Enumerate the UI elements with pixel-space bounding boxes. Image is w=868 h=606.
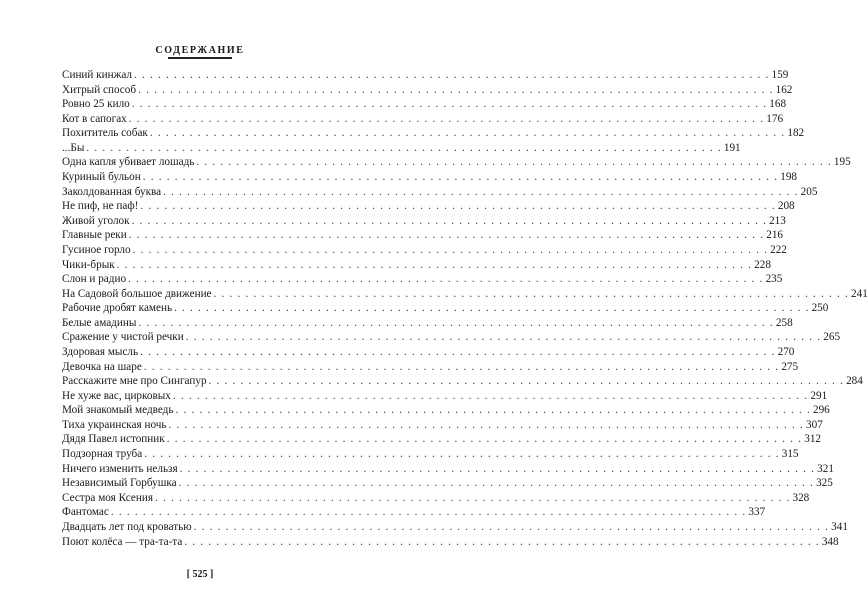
dot-leader: . . . . . . . . . . . . . . . . . . . . . . . . . . . . . . . . . . . . . . . . . . . . . . . . . . . . . . . . . . . . . . . . . . . . . . . . . . . . . . . .	[196, 156, 832, 169]
toc-entry-title: Хитрый способ	[62, 83, 137, 96]
dot-leader: . . . . . . . . . . . . . . . . . . . . . . . . . . . . . . . . . . . . . . . . . . . . . . . . . . . . . . . . . . . . . . . . . . . . . . . . . . . . . . . .	[134, 69, 770, 81]
toc-entry-page: 168	[769, 98, 787, 111]
dot-leader: . . . . . . . . . . . . . . . . . . . . . . . . . . . . . . . . . . . . . . . . . . . . . . . . . . . . . . . . . . . . . . . . . . . . . . . . . . . . . . . .	[193, 520, 830, 533]
toc-entry-page: 195	[833, 156, 851, 169]
toc-entry-page: 275	[781, 360, 799, 373]
toc-entry-title: Кот в сапогах	[62, 112, 127, 125]
toc-entry-page: 222	[770, 243, 787, 256]
dot-leader: . . . . . . . . . . . . . . . . . . . . . . . . . . . . . . . . . . . . . . . . . . . . . . . . . . . . . . . . . . . . . . . . . . . . . . . . . . . . . . . .	[128, 112, 765, 125]
table-of-contents	[62, 68, 868, 549]
toc-entry-title: Здоровая мысль	[62, 345, 139, 358]
toc-entry-title: Чики-брык	[62, 258, 115, 271]
toc-entry-page: 191	[723, 141, 741, 154]
toc-entry-title: Заколдованная буква	[62, 185, 162, 198]
toc-entry	[62, 418, 823, 433]
toc-entry	[62, 301, 829, 316]
toc-entry-title: Белые амадины	[62, 316, 137, 329]
toc-entry-page: 348	[821, 535, 839, 548]
dot-leader: . . . . . . . . . . . . . . . . . . . . . . . . . . . . . . . . . . . . . . . . . . . . . . . . . . . . . . . . . . . . . . . . . . . . . . . . . . . . . . . .	[168, 418, 804, 431]
toc-entry	[62, 447, 799, 462]
toc-entry-page: 325	[816, 477, 833, 490]
toc-entry-title: Фантомас	[62, 506, 109, 519]
toc-entry-page: 198	[780, 171, 798, 184]
toc-entry-page: 241	[851, 287, 868, 300]
toc-entry	[62, 462, 834, 477]
dot-leader: . . . . . . . . . . . . . . . . . . . . . . . . . . . . . . . . . . . . . . . . . . . . . . . . . . . . . . . . . . . . . . . . . . . . . . . . . . . . . . . .	[208, 375, 845, 388]
dot-leader: . . . . . . . . . . . . . . . . . . . . . . . . . . . . . . . . . . . . . . . . . . . . . . . . . . . . . . . . . . . . . . . . . . . . . . . . . . . . . . . .	[179, 462, 816, 475]
toc-entry	[62, 228, 784, 243]
toc-entry-title: Поют колёса — тра-та-та	[62, 535, 183, 548]
toc-entry-page: 176	[766, 112, 784, 125]
dot-leader: . . . . . . . . . . . . . . . . . . . . . . . . . . . . . . . . . . . . . . . . . . . . . . . . . . . . . . . . . . . . . . . . . . . . . . . . . . . . . . . .	[166, 433, 803, 446]
toc-entry	[62, 214, 786, 229]
toc-entry	[62, 112, 784, 127]
dot-leader: . . . . . . . . . . . . . . . . . . . . . . . . . . . . . . . . . . . . . . . . . . . . . . . . . . . . . . . . . . . . . . . . . . . . . . . . . . . . . . . .	[142, 171, 779, 184]
dot-leader: . . . . . . . . . . . . . . . . . . . . . . . . . . . . . . . . . . . . . . . . . . . . . . . . . . . . . . . . . . . . . . . . . . . . . . . . . . . . . . . .	[184, 535, 820, 548]
toc-entry-title: Одна капля убивает лошадь	[62, 156, 195, 169]
toc-entry	[62, 243, 787, 258]
dot-leader: . . . . . . . . . . . . . . . . . . . . . . . . . . . . . . . . . . . . . . . . . . . . . . . . . . . . . . . . . . . . . . . . . . . . . . . . . . . . . . . .	[131, 214, 768, 227]
toc-entry	[62, 316, 793, 331]
toc-entry	[62, 199, 795, 214]
toc-entry	[62, 68, 789, 83]
toc-entry-title: Синий кинжал	[62, 69, 132, 81]
dot-leader: . . . . . . . . . . . . . . . . . . . . . . . . . . . . . . . . . . . . . . . . . . . . . . . . . . . . . . . . . . . . . . . . . . . . . . . . . . . . . . . .	[138, 83, 774, 96]
toc-entry-title: ...Бы	[62, 141, 85, 154]
toc-entry	[62, 155, 851, 170]
toc-entry	[62, 330, 841, 345]
toc-entry-page: 208	[777, 200, 795, 213]
toc-entry	[62, 287, 868, 302]
toc-entry	[62, 97, 787, 112]
dot-leader: . . . . . . . . . . . . . . . . . . . . . . . . . . . . . . . . . . . . . . . . . . . . . . . . . . . . . . . . . . . . . . . . . . . . . . . . . . . . . . . .	[213, 287, 850, 300]
toc-entry-page: 312	[804, 433, 821, 446]
toc-entry-title: Гусиное горло	[62, 243, 131, 256]
toc-entry-page: 265	[823, 331, 841, 344]
toc-entry-title: Куриный бульон	[62, 171, 141, 184]
toc-entry-title: Подзорная труба	[62, 448, 143, 461]
toc-entry-page: 213	[769, 214, 786, 227]
dot-leader: . . . . . . . . . . . . . . . . . . . . . . . . . . . . . . . . . . . . . . . . . . . . . . . . . . . . . . . . . . . . . . . . . . . . . . . . . . . . . . . .	[163, 185, 799, 198]
toc-entry	[62, 126, 805, 141]
toc-entry-title: Похититель собак	[62, 127, 148, 140]
toc-entry	[62, 345, 795, 360]
toc-entry-title: Девочка на шаре	[62, 360, 142, 373]
toc-entry-page: 341	[831, 520, 848, 533]
title-underline	[168, 57, 232, 59]
toc-entry-page: 291	[810, 389, 828, 402]
toc-entry	[62, 505, 766, 520]
dot-leader: . . . . . . . . . . . . . . . . . . . . . . . . . . . . . . . . . . . . . . . . . . . . . . . . . . . . . . . . . . . . . . . . . . . . . . . . . . . . . . . .	[149, 127, 786, 140]
dot-leader: . . . . . . . . . . . . . . . . . . . . . . . . . . . . . . . . . . . . . . . . . . . . . . . . . . . . . . . . . . . . . . . . . . . . . . . . . . . . . . . .	[131, 98, 768, 111]
dot-leader: . . . . . . . . . . . . . . . . . . . . . . . . . . . . . . . . . . . . . . . . . . . . . . . . . . . . . . . . . . . . . . . . . . . . . . . . . . . . . . . .	[110, 506, 747, 519]
toc-entry	[62, 83, 793, 98]
dot-leader: . . . . . . . . . . . . . . . . . . . . . . . . . . . . . . . . . . . . . . . . . . . . . . . . . . . . . . . . . . . . . . . . . . . . . . . . . . . . . . . .	[185, 331, 822, 344]
dot-leader: . . . . . . . . . . . . . . . . . . . . . . . . . . . . . . . . . . . . . . . . . . . . . . . . . . . . . . . . . . . . . . . . . . . . . . . . . . . . . . . .	[172, 389, 809, 402]
toc-entry-page: 159	[771, 69, 789, 81]
toc-entry	[62, 432, 821, 447]
toc-entry-title: Расскажите мне про Сингапур	[62, 375, 207, 388]
toc-entry-page: 258	[775, 316, 793, 329]
toc-entry-title: Рабочие дробят камень	[62, 302, 173, 315]
dot-leader: . . . . . . . . . . . . . . . . . . . . . . . . . . . . . . . . . . . . . . . . . . . . . . . . . . . . . . . . . . . . . . . . . . . . . . . . . . . . . . . .	[174, 302, 810, 315]
toc-entry-page: 284	[846, 375, 863, 388]
toc-entry-title: Ничего изменить нельзя	[62, 462, 178, 475]
page-number: [ 525 ]	[186, 569, 214, 580]
dot-leader: . . . . . . . . . . . . . . . . . . . . . . . . . . . . . . . . . . . . . . . . . . . . . . . . . . . . . . . . . . . . . . . . . . . . . . . . . . . . . . . .	[86, 141, 722, 154]
toc-entry-page: 205	[800, 185, 818, 198]
dot-leader: . . . . . . . . . . . . . . . . . . . . . . . . . . . . . . . . . . . . . . . . . . . . . . . . . . . . . . . . . . . . . . . . . . . . . . . . . . . . . . . .	[132, 243, 769, 256]
toc-entry	[62, 360, 799, 375]
toc-entry-page: 296	[812, 404, 830, 417]
toc-entry-page: 315	[781, 448, 799, 461]
dot-leader: . . . . . . . . . . . . . . . . . . . . . . . . . . . . . . . . . . . . . . . . . . . . . . . . . . . . . . . . . . . . . . . . . . . . . . . . . . . . . . . .	[178, 477, 815, 490]
toc-entry-page: 216	[766, 229, 784, 242]
toc-entry	[62, 389, 828, 404]
toc-entry-title: Не хуже вас, цирковых	[62, 389, 171, 402]
toc-entry-page: 228	[754, 258, 771, 271]
toc-entry-page: 307	[806, 418, 823, 431]
toc-entry-title: Двадцать лет под кроватью	[62, 520, 192, 533]
toc-entry-page: 270	[777, 345, 795, 358]
toc-entry-title: Живой уголок	[62, 214, 130, 227]
toc-entry	[62, 520, 848, 535]
toc-entry-page: 337	[748, 506, 766, 519]
toc-entry	[62, 491, 810, 506]
dot-leader: . . . . . . . . . . . . . . . . . . . . . . . . . . . . . . . . . . . . . . . . . . . . . . . . . . . . . . . . . . . . . . . . . . . . . . . . . . . . . . . .	[175, 404, 811, 417]
toc-entry-title: Тиха украинская ночь	[62, 418, 167, 431]
dot-leader: . . . . . . . . . . . . . . . . . . . . . . . . . . . . . . . . . . . . . . . . . . . . . . . . . . . . . . . . . . . . . . . . . . . . . . . . . . . . . . . .	[143, 360, 780, 373]
toc-entry-title: Ровно 25 кило	[62, 98, 130, 111]
toc-entry	[62, 476, 833, 491]
toc-entry	[62, 272, 783, 287]
dot-leader: . . . . . . . . . . . . . . . . . . . . . . . . . . . . . . . . . . . . . . . . . . . . . . . . . . . . . . . . . . . . . . . . . . . . . . . . . . . . . . . .	[154, 491, 791, 504]
dot-leader: . . . . . . . . . . . . . . . . . . . . . . . . . . . . . . . . . . . . . . . . . . . . . . . . . . . . . . . . . . . . . . . . . . . . . . . . . . . . . . . .	[116, 258, 753, 271]
toc-entry	[62, 141, 741, 156]
dot-leader: . . . . . . . . . . . . . . . . . . . . . . . . . . . . . . . . . . . . . . . . . . . . . . . . . . . . . . . . . . . . . . . . . . . . . . . . . . . . . . . .	[128, 273, 764, 286]
dot-leader: . . . . . . . . . . . . . . . . . . . . . . . . . . . . . . . . . . . . . . . . . . . . . . . . . . . . . . . . . . . . . . . . . . . . . . . . . . . . . . . .	[144, 448, 780, 461]
toc-entry-page: 328	[792, 491, 810, 504]
toc-entry-title: Главные реки	[62, 229, 127, 242]
toc-entry-page: 235	[765, 273, 783, 286]
toc-entry-title: Мой знакомый медведь	[62, 404, 174, 417]
dot-leader: . . . . . . . . . . . . . . . . . . . . . . . . . . . . . . . . . . . . . . . . . . . . . . . . . . . . . . . . . . . . . . . . . . . . . . . . . . . . . . . .	[140, 345, 776, 358]
page-title: СОДЕРЖАНИЕ	[155, 45, 245, 56]
toc-entry	[62, 185, 818, 200]
toc-entry-title: Не пиф, не паф!	[62, 200, 139, 213]
toc-entry	[62, 403, 830, 418]
toc-entry-title: Независимый Горбушка	[62, 477, 177, 490]
toc-entry	[62, 374, 863, 389]
toc-entry-page: 321	[817, 462, 834, 475]
toc-entry-title: Слон и радио	[62, 273, 127, 286]
toc-entry	[62, 170, 798, 185]
toc-entry-page: 182	[787, 127, 805, 140]
toc-entry-title: Дядя Павел истопник	[62, 433, 165, 446]
toc-entry-page: 250	[811, 302, 829, 315]
toc-entry-page: 162	[775, 83, 793, 96]
toc-entry	[62, 258, 771, 273]
dot-leader: . . . . . . . . . . . . . . . . . . . . . . . . . . . . . . . . . . . . . . . . . . . . . . . . . . . . . . . . . . . . . . . . . . . . . . . . . . . . . . . .	[140, 200, 776, 213]
toc-entry-title: Сражение у чистой речки	[62, 331, 184, 344]
dot-leader: . . . . . . . . . . . . . . . . . . . . . . . . . . . . . . . . . . . . . . . . . . . . . . . . . . . . . . . . . . . . . . . . . . . . . . . . . . . . . . . .	[128, 229, 765, 242]
toc-entry-title: Сестра моя Ксения	[62, 491, 153, 504]
toc-entry	[62, 535, 839, 550]
dot-leader: . . . . . . . . . . . . . . . . . . . . . . . . . . . . . . . . . . . . . . . . . . . . . . . . . . . . . . . . . . . . . . . . . . . . . . . . . . . . . . . .	[138, 316, 774, 329]
toc-entry-title: На Садовой большое движение	[62, 287, 212, 300]
